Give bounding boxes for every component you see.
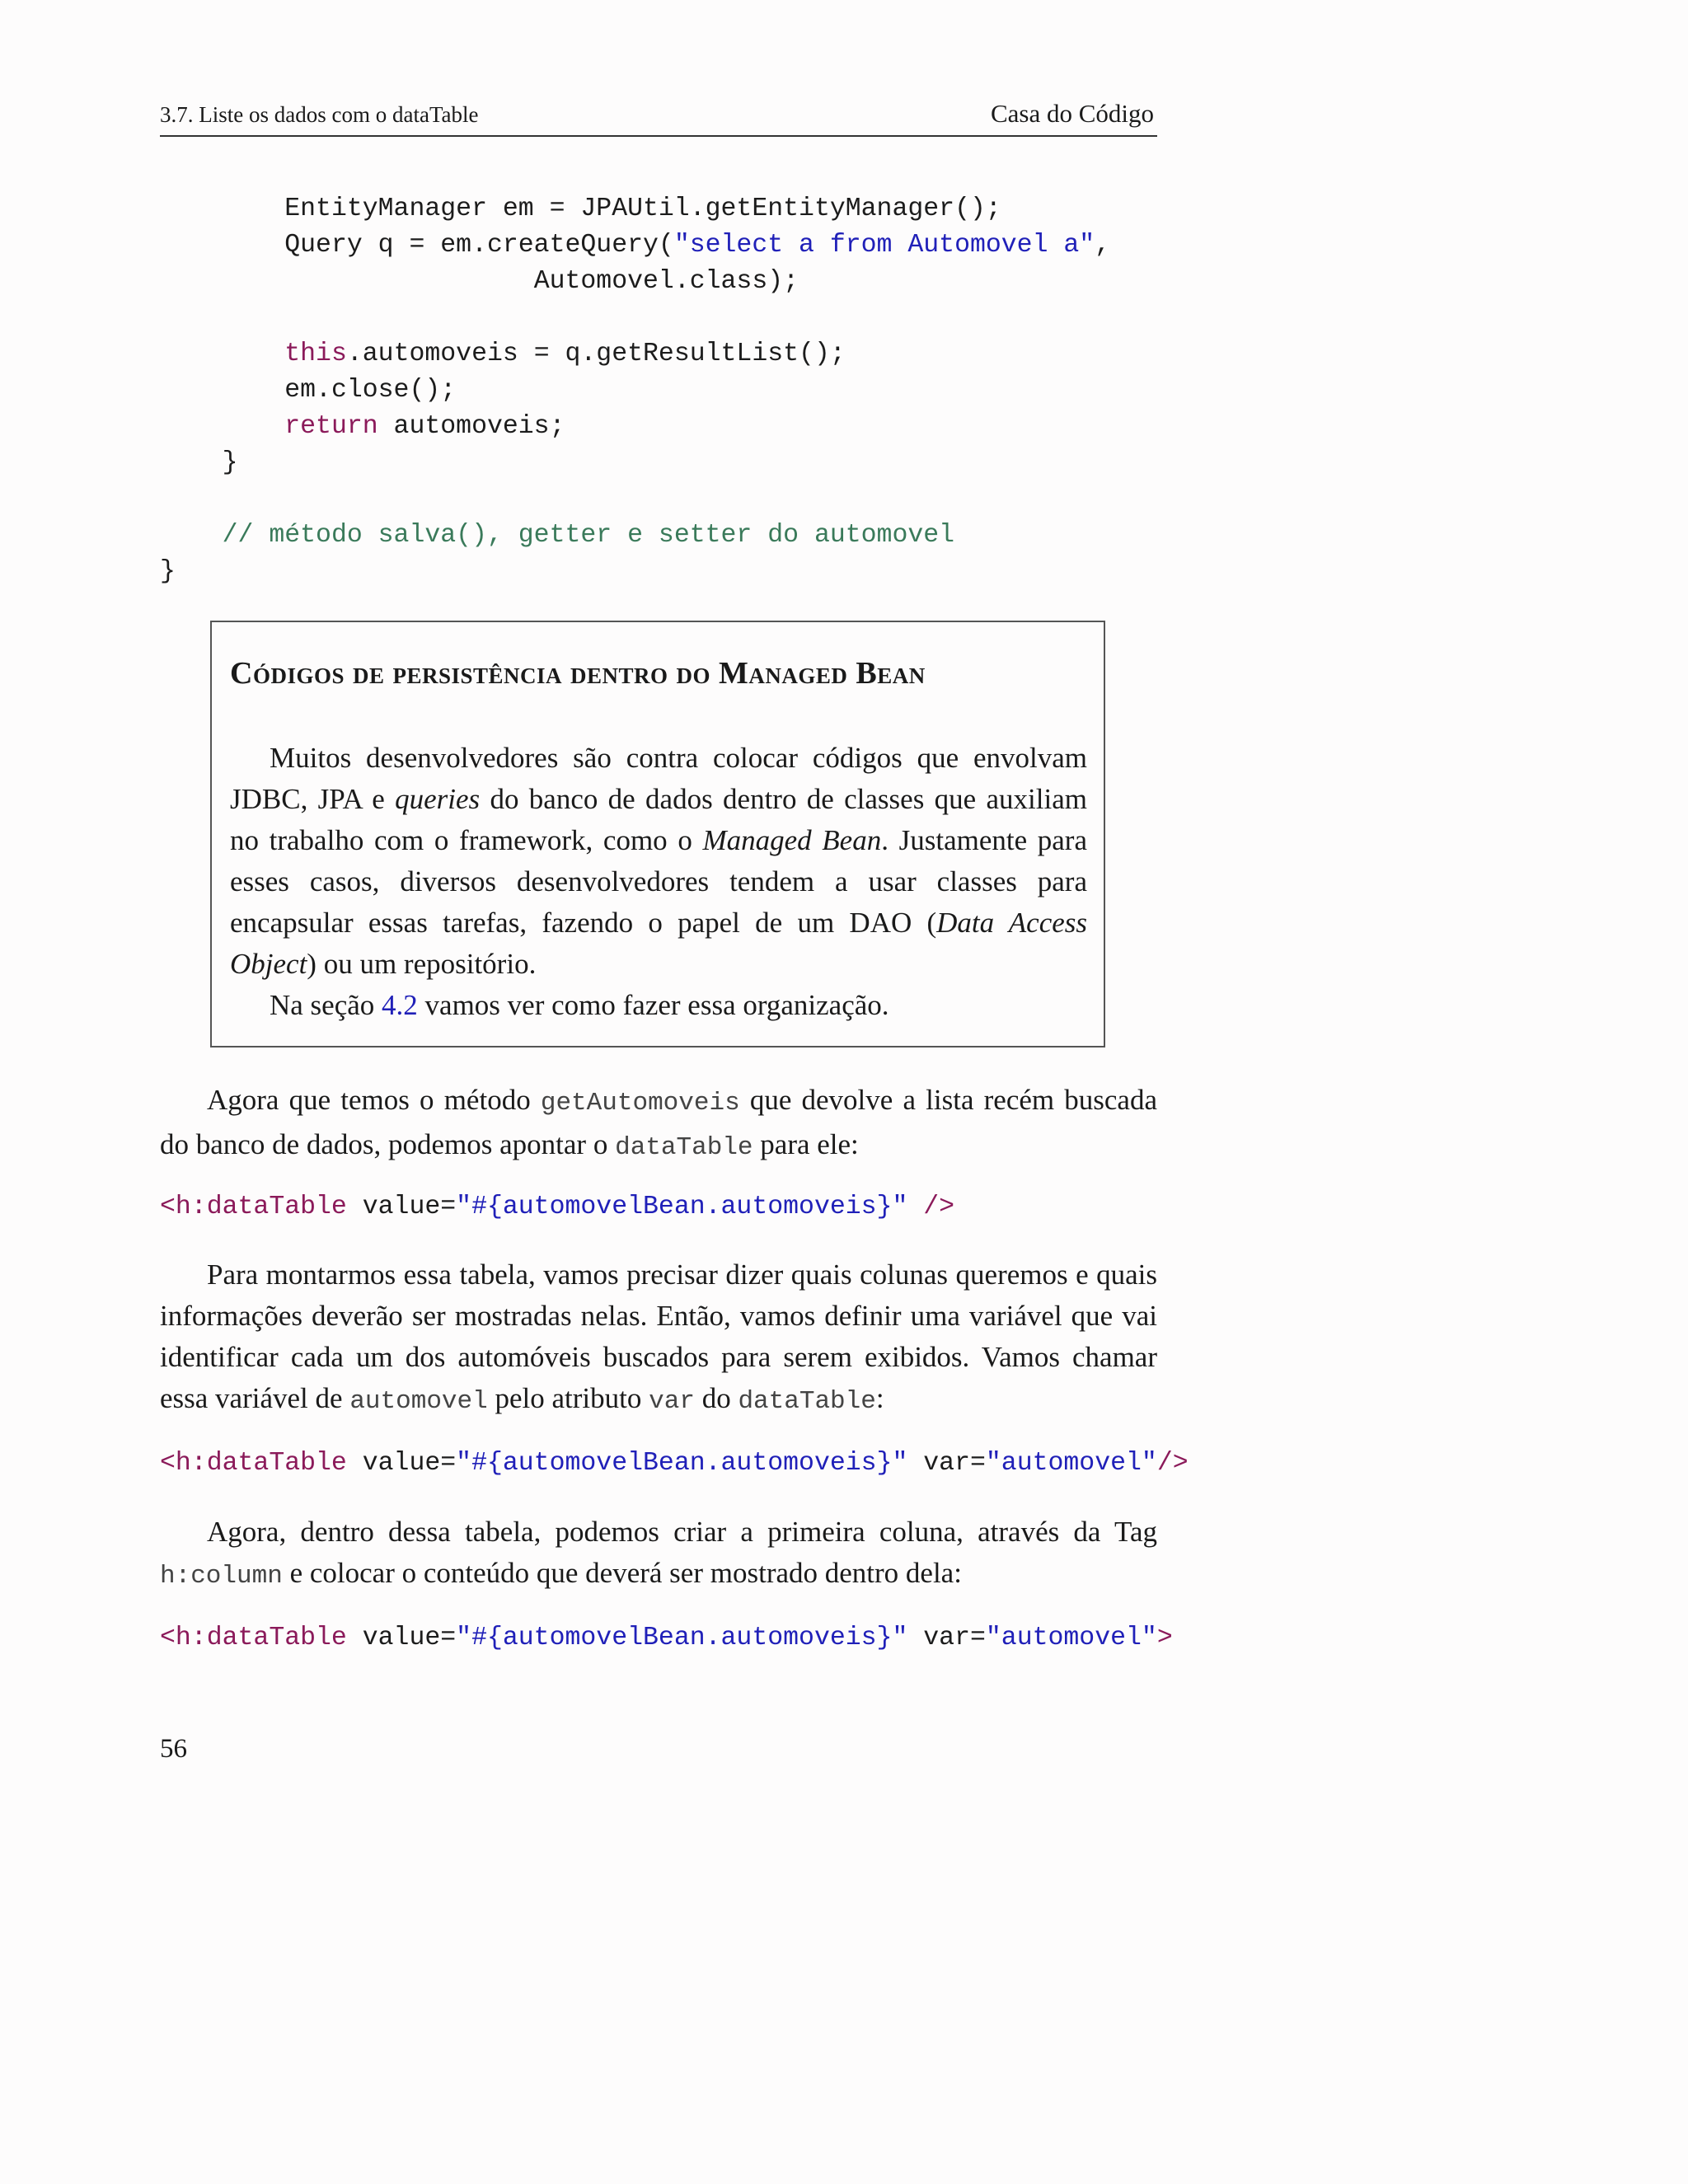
section-link[interactable]: 4.2 — [382, 989, 418, 1021]
box-paragraph: Muitos desenvolvedores são contra colocar códigos que envolvam JDBC, JPA e queries do banco de dados dentro de classes que auxiliam no trabalho com o framework, como o Managed Bean. Justamente para esses casos, diversos desenvolvedores tendem a usar classes para encapsular essas tarefas, fazendo o papel de um DAO (Data Access Object) ou um repositório. — [230, 742, 1088, 980]
book-title: Casa do Código — [990, 99, 1154, 128]
code-line — [160, 303, 176, 332]
code-line: return automoveis; — [284, 412, 565, 441]
code-line: Query q = em.createQuery("select a from Automovel a", — [284, 231, 1111, 260]
inline-code: dataTable — [738, 1387, 876, 1416]
sidebar-box — [210, 621, 1105, 1047]
code-line-xhtml: <h:dataTable value="#{automovelBean.automoveis}" var="automovel"/> — [160, 1449, 1189, 1478]
paragraph: Agora que temos o método getAutomoveis que devolve a lista recém buscada do banco de dados, podemos apontar o dataTable para ele: — [160, 1084, 1157, 1162]
code-line: EntityManager em = JPAUtil.getEntityManager(); — [284, 194, 1001, 223]
code-line: } — [160, 557, 176, 586]
section-title: 3.7. Liste os dados com o dataTable — [160, 102, 479, 127]
inline-code: h:column — [160, 1562, 283, 1591]
box-title: Códigos de persistência dentro do Managed Bean — [230, 656, 926, 691]
inline-code: getAutomoveis — [540, 1089, 740, 1118]
code-line-xhtml: <h:dataTable value="#{automovelBean.automoveis}" /> — [160, 1193, 955, 1221]
paragraph: Agora, dentro dessa tabela, podemos criar a primeira coluna, através da Tag h:column e colocar o conteúdo que deverá ser mostrado dentro dela: — [160, 1516, 1157, 1591]
inline-code: dataTable — [615, 1133, 753, 1162]
code-line: // método salva(), getter e setter do automovel — [222, 521, 955, 550]
paragraph: Para montarmos essa tabela, vamos precisar dizer quais colunas queremos e quais informações deverão ser mostradas nelas. Então, vamos definir uma variável que vai identificar cada um dos automóveis buscados para serem exibidos. Vamos chamar essa variável de automovel pelo atributo var do dataTable: — [160, 1258, 1157, 1416]
code-block-java — [160, 191, 1110, 590]
inline-code: automovel — [349, 1387, 488, 1416]
box-body — [230, 738, 1087, 1026]
page-number: 56 — [160, 1734, 187, 1764]
code-line: this.automoveis = q.getResultList(); — [284, 340, 846, 368]
box-paragraph: Na seção 4.2 vamos ver como fazer essa organização. — [270, 989, 889, 1021]
code-line: em.close(); — [284, 376, 457, 405]
code-line — [160, 485, 176, 513]
code-line: Automovel.class); — [533, 267, 799, 296]
running-header — [160, 99, 1157, 137]
inline-code: var — [649, 1387, 695, 1416]
code-line: } — [222, 448, 238, 477]
code-line-xhtml: <h:dataTable value="#{automovelBean.automoveis}" var="automovel"> — [160, 1624, 1173, 1652]
